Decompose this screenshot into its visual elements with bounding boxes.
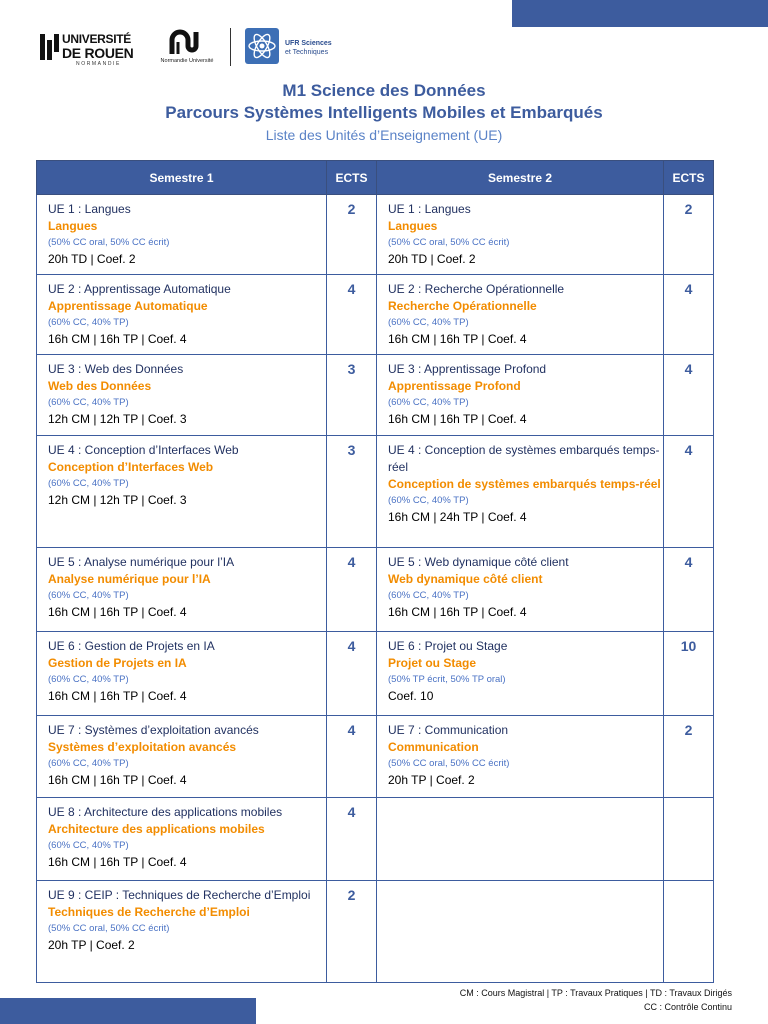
atom-icon [245, 28, 279, 64]
ue-name: UE 7 : Systèmes d’exploitation avancés [48, 723, 259, 737]
ue-hours: 12h CM | 12h TP | Coef. 3 [48, 412, 187, 426]
ects-cell: 4 [664, 275, 714, 355]
ue-evaluation: (60% CC, 40% TP) [48, 840, 129, 851]
ue-hours: Coef. 10 [388, 689, 434, 703]
ue-course-title: Architecture des applications mobiles [48, 822, 265, 836]
ue-evaluation: (50% CC oral, 50% CC écrit) [48, 923, 170, 934]
ects-cell: 2 [327, 881, 377, 983]
ue-row [37, 716, 714, 798]
ue-row [37, 548, 714, 632]
semestre-2-cell [377, 195, 664, 275]
ects-cell [664, 798, 714, 881]
top-decorative-bar [512, 0, 768, 27]
ue-evaluation: (60% CC, 40% TP) [48, 397, 129, 408]
page-caption: Liste des Unités d’Enseignement (UE) [265, 127, 503, 143]
ue-hours: 20h TP | Coef. 2 [388, 773, 475, 787]
semestre-1-cell [37, 798, 327, 881]
semestre-1-cell [37, 632, 327, 716]
ue-course-title: Projet ou Stage [388, 656, 477, 670]
ue-name: UE 1 : Langues [388, 202, 471, 216]
header-ects-2: ECTS [664, 161, 714, 195]
footer-legend [460, 986, 732, 1014]
universite-de-rouen-logo [40, 30, 152, 70]
ue-table [36, 160, 714, 983]
ue-row [37, 355, 714, 436]
ue-evaluation: (60% CC, 40% TP) [388, 397, 469, 408]
ects-cell: 4 [327, 275, 377, 355]
legend-line-2: CC : Contrôle Continu [643, 1002, 732, 1012]
semestre-2-cell [377, 798, 664, 881]
ue-course-title: Recherche Opérationnelle [388, 299, 537, 313]
rouen-logo-text-2: DE ROUEN [62, 45, 134, 61]
ue-evaluation: (50% TP écrit, 50% TP oral) [388, 674, 506, 685]
ue-course-title: Communication [388, 740, 479, 754]
semestre-2-cell [377, 632, 664, 716]
ue-table-body [37, 195, 714, 983]
ue-hours: 20h TD | Coef. 2 [48, 252, 136, 266]
ects-cell: 4 [327, 798, 377, 881]
ue-course-title: Techniques de Recherche d’Emploi [48, 905, 250, 919]
ue-course-title: Apprentissage Profond [388, 379, 521, 393]
ue-name: UE 3 : Web des Données [48, 362, 184, 376]
header-ects-1: ECTS [327, 161, 377, 195]
ects-cell: 4 [664, 355, 714, 436]
ects-cell [664, 881, 714, 983]
ects-cell: 4 [327, 632, 377, 716]
ects-cell: 2 [664, 716, 714, 798]
rouen-emblem-icon [40, 34, 60, 60]
ue-course-title: Apprentissage Automatique [48, 299, 208, 313]
ue-name: UE 6 : Projet ou Stage [388, 639, 508, 653]
ects-cell: 4 [327, 716, 377, 798]
ue-hours: 16h CM | 16h TP | Coef. 4 [48, 689, 187, 703]
ue-evaluation: (60% CC, 40% TP) [388, 590, 469, 601]
ue-course-title: Conception de systèmes embarqués temps-réel [388, 477, 661, 491]
ue-name: UE 6 : Gestion de Projets en IA [48, 639, 215, 653]
page-title: M1 Science des Données [282, 81, 486, 100]
ue-hours: 16h CM | 16h TP | Coef. 4 [48, 605, 187, 619]
header-semestre-1: Semestre 1 [37, 161, 327, 195]
ue-evaluation: (50% CC oral, 50% CC écrit) [48, 237, 170, 248]
ue-hours: 16h CM | 16h TP | Coef. 4 [48, 773, 187, 787]
title-block [0, 80, 768, 144]
semestre-1-cell [37, 275, 327, 355]
logo-divider [230, 28, 231, 66]
bottom-decorative-bar [0, 998, 256, 1024]
ue-course-title: Langues [388, 219, 438, 233]
ects-cell: 4 [664, 548, 714, 632]
ue-course-title: Analyse numérique pour l’IA [48, 572, 211, 586]
ue-row [37, 798, 714, 881]
ue-evaluation: (60% CC, 40% TP) [48, 590, 129, 601]
ufr-logo-text-2: et Techniques [285, 49, 329, 56]
rouen-logo-text-3: NORMANDIE [76, 61, 121, 67]
ects-cell: 2 [664, 195, 714, 275]
logo-strip [40, 28, 340, 76]
ue-hours: 12h CM | 12h TP | Coef. 3 [48, 493, 187, 507]
ue-name: UE 5 : Web dynamique côté client [388, 555, 569, 569]
ufr-sciences-logo [245, 28, 345, 72]
semestre-1-cell [37, 355, 327, 436]
ue-hours: 16h CM | 16h TP | Coef. 4 [388, 332, 527, 346]
normandie-logo-text: Normandie Université [160, 58, 214, 64]
ects-cell: 4 [664, 436, 714, 548]
normandie-universite-logo [154, 28, 220, 72]
ects-cell: 3 [327, 436, 377, 548]
ue-name: UE 5 : Analyse numérique pour l’IA [48, 555, 235, 569]
semestre-1-cell [37, 716, 327, 798]
ue-course-title: Langues [48, 219, 98, 233]
ue-row [37, 436, 714, 548]
header-semestre-2: Semestre 2 [377, 161, 664, 195]
ue-name: UE 2 : Recherche Opérationnelle [388, 282, 565, 296]
ue-hours: 16h CM | 16h TP | Coef. 4 [48, 855, 187, 869]
ue-row [37, 881, 714, 983]
ufr-logo-text-1: UFR Sciences [285, 40, 332, 47]
rouen-logo-text-1: UNIVERSITÉ [62, 32, 132, 46]
ue-evaluation: (60% CC, 40% TP) [388, 495, 469, 506]
semestre-2-cell [377, 355, 664, 436]
page-subtitle: Parcours Systèmes Intelligents Mobiles et Embarqués [165, 103, 603, 122]
ue-name: UE 4 : Conception de systèmes embarqués temps-réel [388, 443, 660, 474]
ue-name: UE 3 : Apprentissage Profond [388, 362, 547, 376]
semestre-2-cell [377, 548, 664, 632]
ue-course-title: Systèmes d’exploitation avancés [48, 740, 237, 754]
semestre-1-cell [37, 548, 327, 632]
ue-name: UE 4 : Conception d’Interfaces Web [48, 443, 239, 457]
semestre-2-cell [377, 436, 664, 548]
ue-course-title: Conception d’Interfaces Web [48, 460, 214, 474]
ue-name: UE 1 : Langues [48, 202, 131, 216]
ue-name: UE 2 : Apprentissage Automatique [48, 282, 231, 296]
ue-course-title: Gestion de Projets en IA [48, 656, 187, 670]
ue-table-header [37, 161, 714, 195]
ue-evaluation: (60% CC, 40% TP) [48, 478, 129, 489]
ue-evaluation: (60% CC, 40% TP) [48, 317, 129, 328]
ue-hours: 16h CM | 16h TP | Coef. 4 [48, 332, 187, 346]
semestre-1-cell [37, 195, 327, 275]
ue-hours: 16h CM | 24h TP | Coef. 4 [388, 510, 527, 524]
ue-row [37, 632, 714, 716]
ects-cell: 2 [327, 195, 377, 275]
ue-hours: 20h TP | Coef. 2 [48, 938, 135, 952]
ue-hours: 16h CM | 16h TP | Coef. 4 [388, 605, 527, 619]
ue-row [37, 275, 714, 355]
ue-evaluation: (60% CC, 40% TP) [48, 674, 129, 685]
ue-row [37, 195, 714, 275]
semestre-1-cell [37, 436, 327, 548]
semestre-1-cell [37, 881, 327, 983]
semestre-2-cell [377, 881, 664, 983]
ue-hours: 20h TD | Coef. 2 [388, 252, 476, 266]
normandie-emblem-icon [168, 28, 204, 58]
ue-evaluation: (50% CC oral, 50% CC écrit) [388, 237, 510, 248]
semestre-2-cell [377, 716, 664, 798]
ue-evaluation: (50% CC oral, 50% CC écrit) [388, 758, 510, 769]
legend-line-1: CM : Cours Magistral | TP : Travaux Pratiques | TD : Travaux Dirigés [459, 988, 732, 998]
ue-evaluation: (60% CC, 40% TP) [48, 758, 129, 769]
ue-name: UE 8 : Architecture des applications mobiles [48, 805, 283, 819]
ects-cell: 10 [664, 632, 714, 716]
semestre-2-cell [377, 275, 664, 355]
ue-name: UE 9 : CEIP : Techniques de Recherche d’Emploi [48, 888, 311, 902]
ects-cell: 4 [327, 548, 377, 632]
ue-name: UE 7 : Communication [388, 723, 509, 737]
ects-cell: 3 [327, 355, 377, 436]
ue-course-title: Web dynamique côté client [388, 572, 543, 586]
ue-evaluation: (60% CC, 40% TP) [388, 317, 469, 328]
ue-hours: 16h CM | 16h TP | Coef. 4 [388, 412, 527, 426]
ue-course-title: Web des Données [48, 379, 152, 393]
